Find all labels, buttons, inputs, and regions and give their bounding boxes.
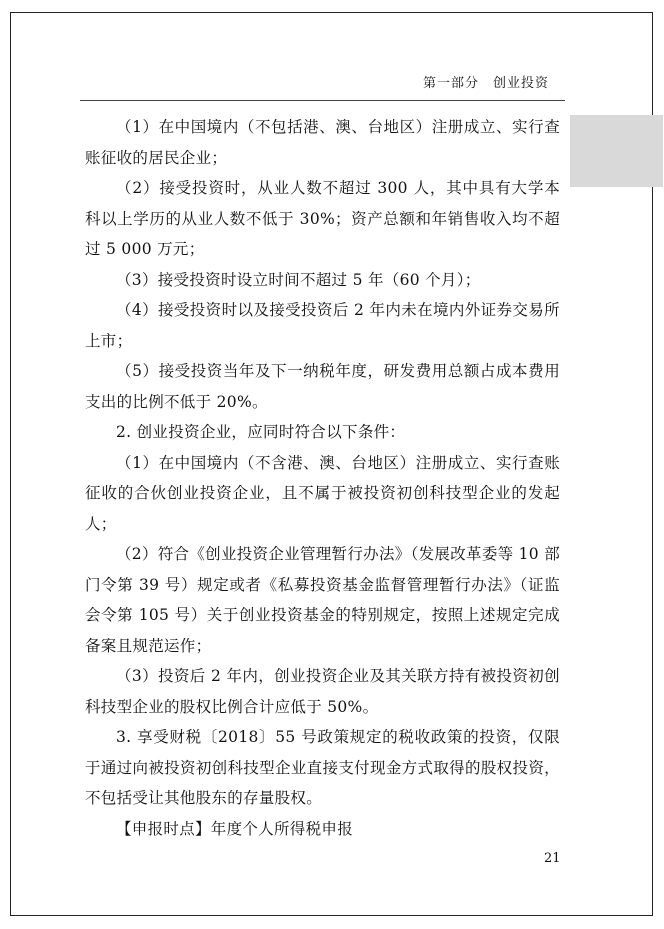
- body-text: [85, 112, 560, 844]
- running-header: 第一部分 创业投资: [422, 76, 549, 91]
- vc-condition-1-registration: （1）在中国境内（不含港、澳、台地区）注册成立、实行查账征收的合伙创业投资企业，且不属于被投资初创科技型企业的发起人；: [85, 453, 560, 533]
- condition-2-employees-assets: （2）接受投资时，从业人数不超过 300 人，其中具有大学本科以上学历的从业人数不低于 30%；资产总额和年销售收入均不超过 5 000 万元；: [85, 179, 560, 258]
- header-rule: [80, 100, 565, 101]
- condition-1-registration: （1）在中国境内（不包括港、澳、台地区）注册成立、实行查账征收的居民企业；: [85, 118, 560, 167]
- condition-4-not-listed: （4）接受投资时以及接受投资后 2 年内未在境内外证券交易所上市；: [85, 301, 560, 350]
- section-2-heading: 2. 创业投资企业，应同时符合以下条件：: [116, 423, 406, 441]
- filing-time-note: 【申报时点】年度个人所得税申报: [116, 819, 354, 838]
- condition-5-rd-ratio: （5）接受投资当年及下一纳税年度，研发费用总额占成本费用支出的比例不低于 20%。: [85, 362, 560, 411]
- section-tab-marker: [570, 115, 663, 187]
- page-number: 21: [544, 851, 561, 866]
- vc-condition-2-regulation: （2）符合《创业投资企业管理暂行办法》（发展改革委等 10 部门令第 39 号）规定或者《私募投资基金监督管理暂行办法》（证监会令第 105 号）关于创业投资基金的特别规定，按照上述规定完成备案且规范运作；: [85, 545, 560, 655]
- condition-3-establishment-time: （3）接受投资时设立时间不超过 5 年（60 个月）；: [116, 270, 481, 289]
- section-3-investment-scope: 3. 享受财税〔2018〕55 号政策规定的税收政策的投资，仅限于通过向被投资初创科技型企业直接支付现金方式取得的股权投资，不包括受让其他股东的存量股权。: [85, 728, 560, 807]
- vc-condition-3-equity-ratio: （3）投资后 2 年内，创业投资企业及其关联方持有被投资初创科技型企业的股权比例合计应低于 50%。: [85, 667, 560, 716]
